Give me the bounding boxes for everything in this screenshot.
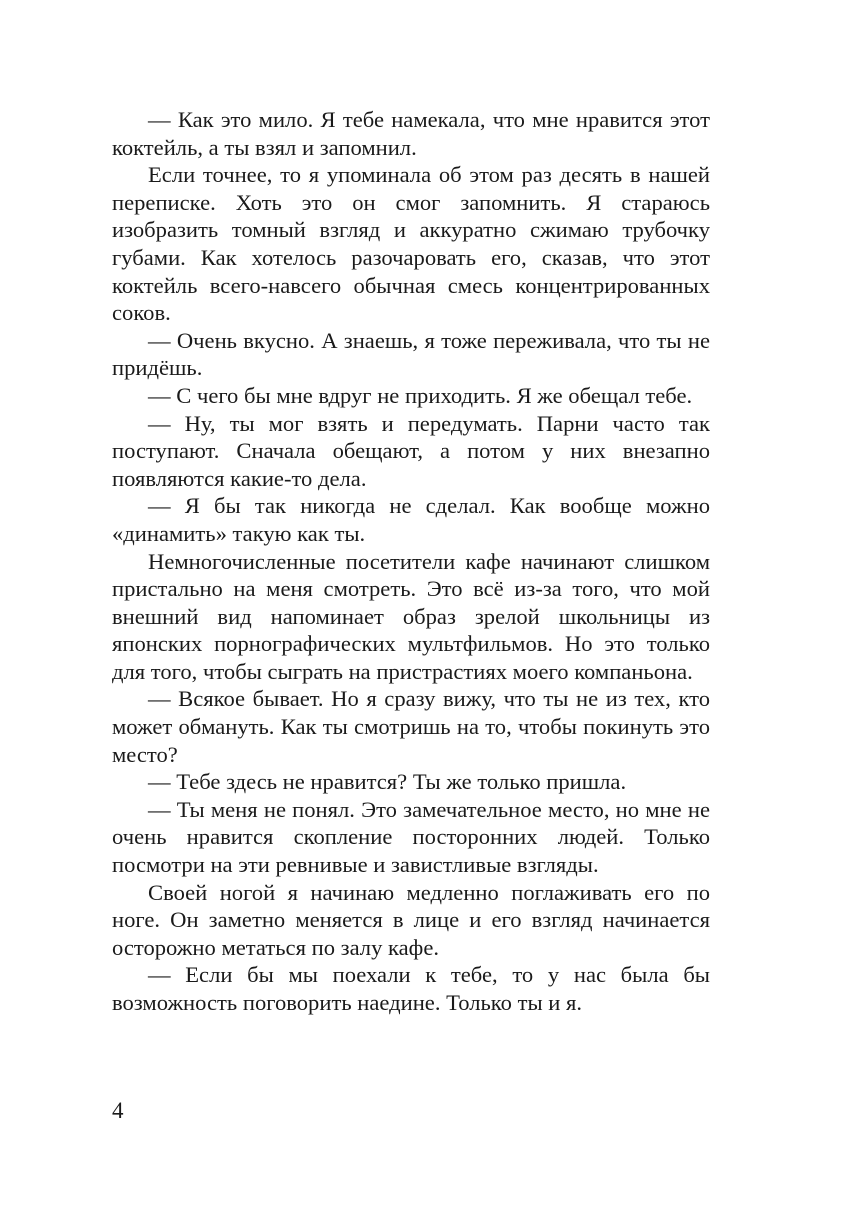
paragraph-6: — Я бы так никогда не сделал. Как вообще можно «динамить» такую как ты. [112, 493, 710, 546]
paragraph-4: — С чего бы мне вдруг не приходить. Я же обещал тебе. [148, 382, 693, 408]
paragraph-11: Своей ногой я начинаю медленно поглаживать его по ноге. Он заметно меняется в лице и его взгляд начинается осторожно метаться по залу кафе. [112, 879, 710, 960]
paragraph-5: — Ну, ты мог взять и передумать. Парни часто так поступают. Сначала обещают, а потом у них внезапно появляются какие-то дела. [112, 410, 710, 491]
paragraph-12: — Если бы мы поехали к тебе, то у нас была бы возможность поговорить наедине. Только ты и я. [112, 962, 710, 1015]
page-text-block [112, 106, 710, 1017]
paragraph-9: — Тебе здесь не нравится? Ты же только пришла. [148, 769, 627, 795]
paragraph-2: Если точнее, то я упоминала об этом раз десять в нашей переписке. Хоть это он смог запомнить. Я стараюсь изобразить томный взгляд и аккуратно сжимаю трубочку губами. Как хотелось разочаровать его, сказав, что этот коктейль всего-навсего обычная смесь концентрированных соков. [112, 162, 710, 326]
paragraph-1: — Как это мило. Я тебе намекала, что мне нравится этот коктейль, а ты взял и запомнил. [112, 107, 710, 160]
paragraph-10: — Ты меня не понял. Это замечательное место, но мне не очень нравится скопление посторонних людей. Только посмотри на эти ревнивые и завистливые взгляды. [112, 796, 710, 878]
paragraph-8: — Всякое бывает. Но я сразу вижу, что ты не из тех, кто может обмануть. Как ты смотришь на то, чтобы покинуть это место? [112, 686, 710, 767]
paragraph-7: Немногочисленные посетители кафе начинают слишком пристально на меня смотреть. Это всё из-за того, что мой внешний вид напоминает образ зрелой школьницы из японских порнографических мультфильмов. Но это только для того, чтобы сыграть на пристрастиях моего компаньона. [112, 548, 710, 684]
page-number: 4 [112, 1098, 124, 1123]
paragraph-3: — Очень вкусно. А знаешь, я тоже переживала, что ты не придёшь. [112, 327, 710, 381]
